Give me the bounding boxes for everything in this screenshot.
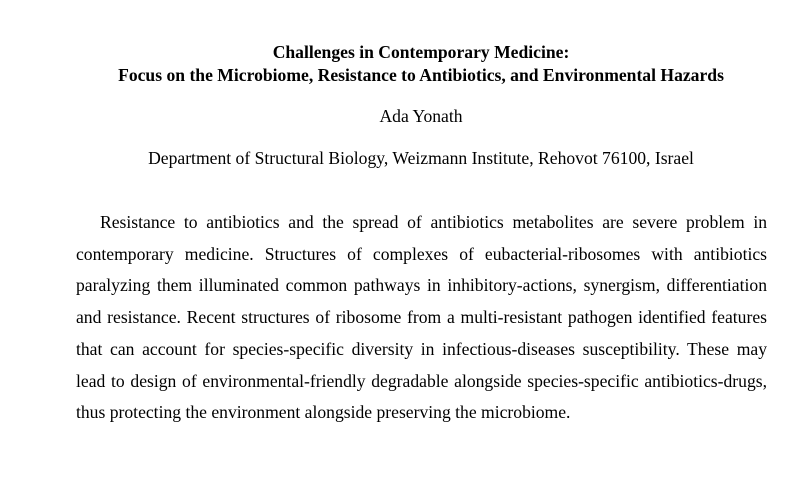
paper-title [0, 41, 808, 87]
author-affiliation: Department of Structural Biology, Weizmann Institute, Rehovot 76100, Israel [148, 148, 694, 168]
author-name: Ada Yonath [379, 106, 463, 126]
abstract-paragraph: Resistance to antibiotics and the spread of antibiotics metabolites are severe problem in contemporary medicine. Structures of complexes of eubacterial-ribosomes with antibiotics paralyzing them illuminated common pathways in inhibitory-actions, synergism, differentiation and resistance. Recent structures of ribosome from a multi-resistant pathogen identified features that can account for species-specific diversity in infectious-diseases susceptibility. These may lead to design of environmental-friendly degradable alongside species-specific antibiotics-drugs, thus protecting the environment alongside preserving the microbiome. [76, 212, 767, 423]
title-line-1: Challenges in Contemporary Medicine: [272, 42, 570, 62]
title-line-2: Focus on the Microbiome, Resistance to Antibiotics, and Environmental Hazards [118, 65, 724, 85]
